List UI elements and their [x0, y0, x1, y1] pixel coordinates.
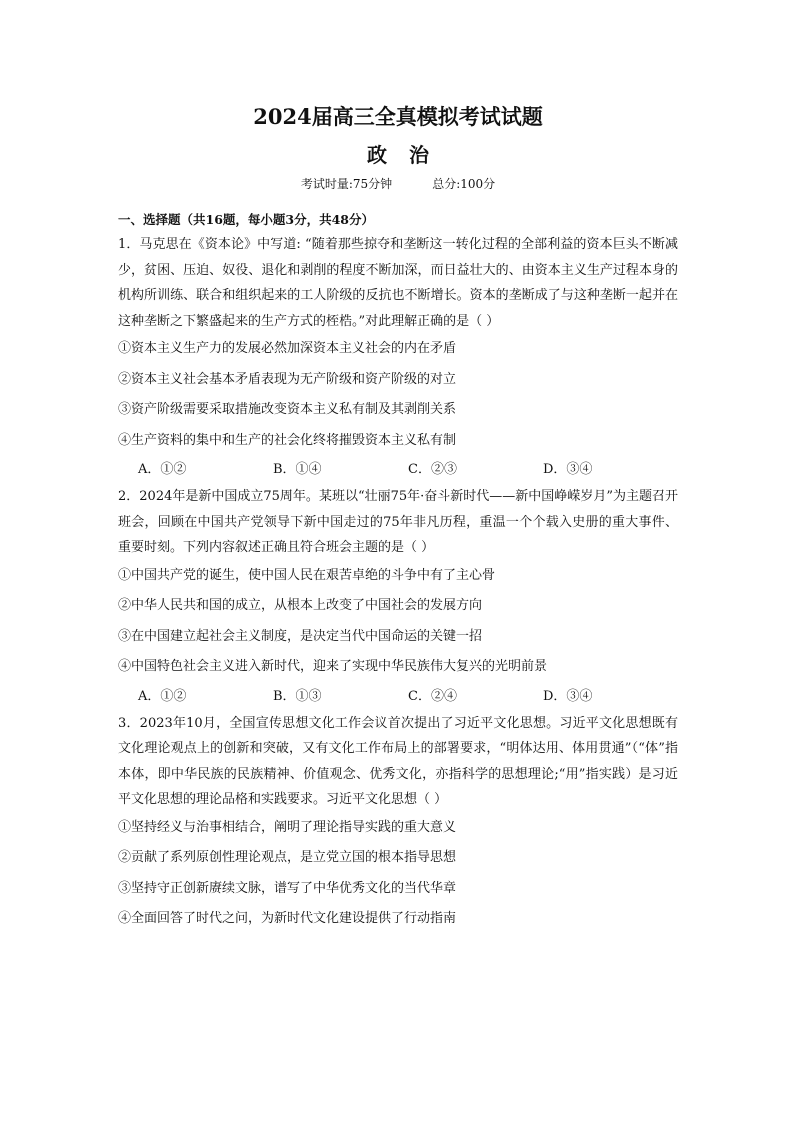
statement-option: ①资本主义生产力的发展必然加深资本主义社会的内在矛盾: [118, 341, 457, 356]
statement-option: ②资本主义社会基本矛盾表现为无产阶级和资产阶级的对立: [118, 371, 457, 387]
answer-choices: [118, 456, 678, 484]
question-1: [118, 232, 678, 484]
statement-option: ③坚持守正创新赓续文脉，谱写了中华优秀文化的当代华章: [118, 880, 457, 896]
choice-a[interactable]: A．①②: [138, 688, 187, 704]
choice-b[interactable]: B．①④: [273, 462, 322, 477]
choice-d[interactable]: D．③④: [543, 688, 593, 704]
question-stem: 3．2023年10月，全国宣传思想文化工作会议首次提出了习近平文化思想。习近平文化思想既有文化理论观点上的创新和突破，又有文化工作布局上的部署要求，“明体达用、体用贯通”（“体”指本体，即中华民族的民族精神、价值观念、优秀文化，亦指科学的思想理论;“用”指实践）是习近平文化思想的理论品格和实践要求。习近平文化思想（ ）: [118, 715, 678, 807]
exam-total-score: 总分:100分: [432, 177, 496, 191]
statement-option: ④全面回答了时代之问，为新时代文化建设提供了行动指南: [118, 911, 457, 926]
question-stem: 1．马克思在《资本论》中写道: “随着那些掠夺和垄断这一转化过程的全部利益的资本巨头不断减少，贫困、压迫、奴役、退化和剥削的程度不断加深，而日益壮大的、由资本主义生产过程本身的机构所训练、联合和组织起来的工人阶级的反抗也不断增长。资本的垄断成了与这种垄断一起并在这种垄断之下繁盛起来的生产方式的桎梏。”对此理解正确的是（ ）: [118, 237, 678, 329]
section-heading: 一、选择题（共16题，每小题3分，共48分）: [118, 212, 374, 227]
statement-option: ①中国共产党的诞生，使中国人民在艰苦卓绝的斗争中有了主心骨: [118, 567, 496, 583]
subject-title: 政治: [367, 143, 451, 167]
choice-c[interactable]: C．②③: [408, 462, 457, 477]
exam-title: 2024届高三全真模拟考试试题: [253, 104, 543, 129]
answer-choices: [118, 683, 678, 711]
question-2: [118, 484, 678, 711]
statement-option: ①坚持经义与治事相结合，阐明了理论指导实践的重大意义: [118, 819, 457, 835]
statement-option: ②中华人民共和国的成立，从根本上改变了中国社会的发展方向: [118, 598, 483, 613]
choice-a[interactable]: A．①②: [138, 462, 187, 477]
exam-meta: [118, 172, 678, 196]
choice-d[interactable]: D．③④: [543, 462, 593, 477]
statement-option: ③在中国建立起社会主义制度，是决定当代中国命运的关键一招: [118, 628, 483, 644]
statement-option: ④中国特色社会主义进入新时代，迎来了实现中华民族伟大复兴的光明前景: [118, 659, 548, 674]
question-stem: 2．2024年是新中国成立75周年。某班以“壮丽75年·奋斗新时代——新中国峥嵘岁月”为主题召开班会，回顾在中国共产党领导下新中国走过的75年非凡历程，重温一个个载入史册的重大事件、重要时刻。下列内容叙述正确且符合班会主题的是（ ）: [118, 489, 678, 555]
exam-page: [118, 96, 678, 935]
exam-time: 考试时量:75分钟: [300, 177, 393, 191]
statement-option: ④生产资料的集中和生产的社会化终将摧毁资本主义私有制: [118, 432, 457, 448]
statement-option: ②贡献了系列原创性理论观点，是立党立国的根本指导思想: [118, 850, 457, 865]
question-3: [118, 711, 678, 935]
statement-option: ③资产阶级需要采取措施改变资本主义私有制及其剥削关系: [118, 402, 457, 417]
choice-c[interactable]: C．②④: [408, 688, 457, 704]
choice-b[interactable]: B．①③: [273, 688, 322, 704]
